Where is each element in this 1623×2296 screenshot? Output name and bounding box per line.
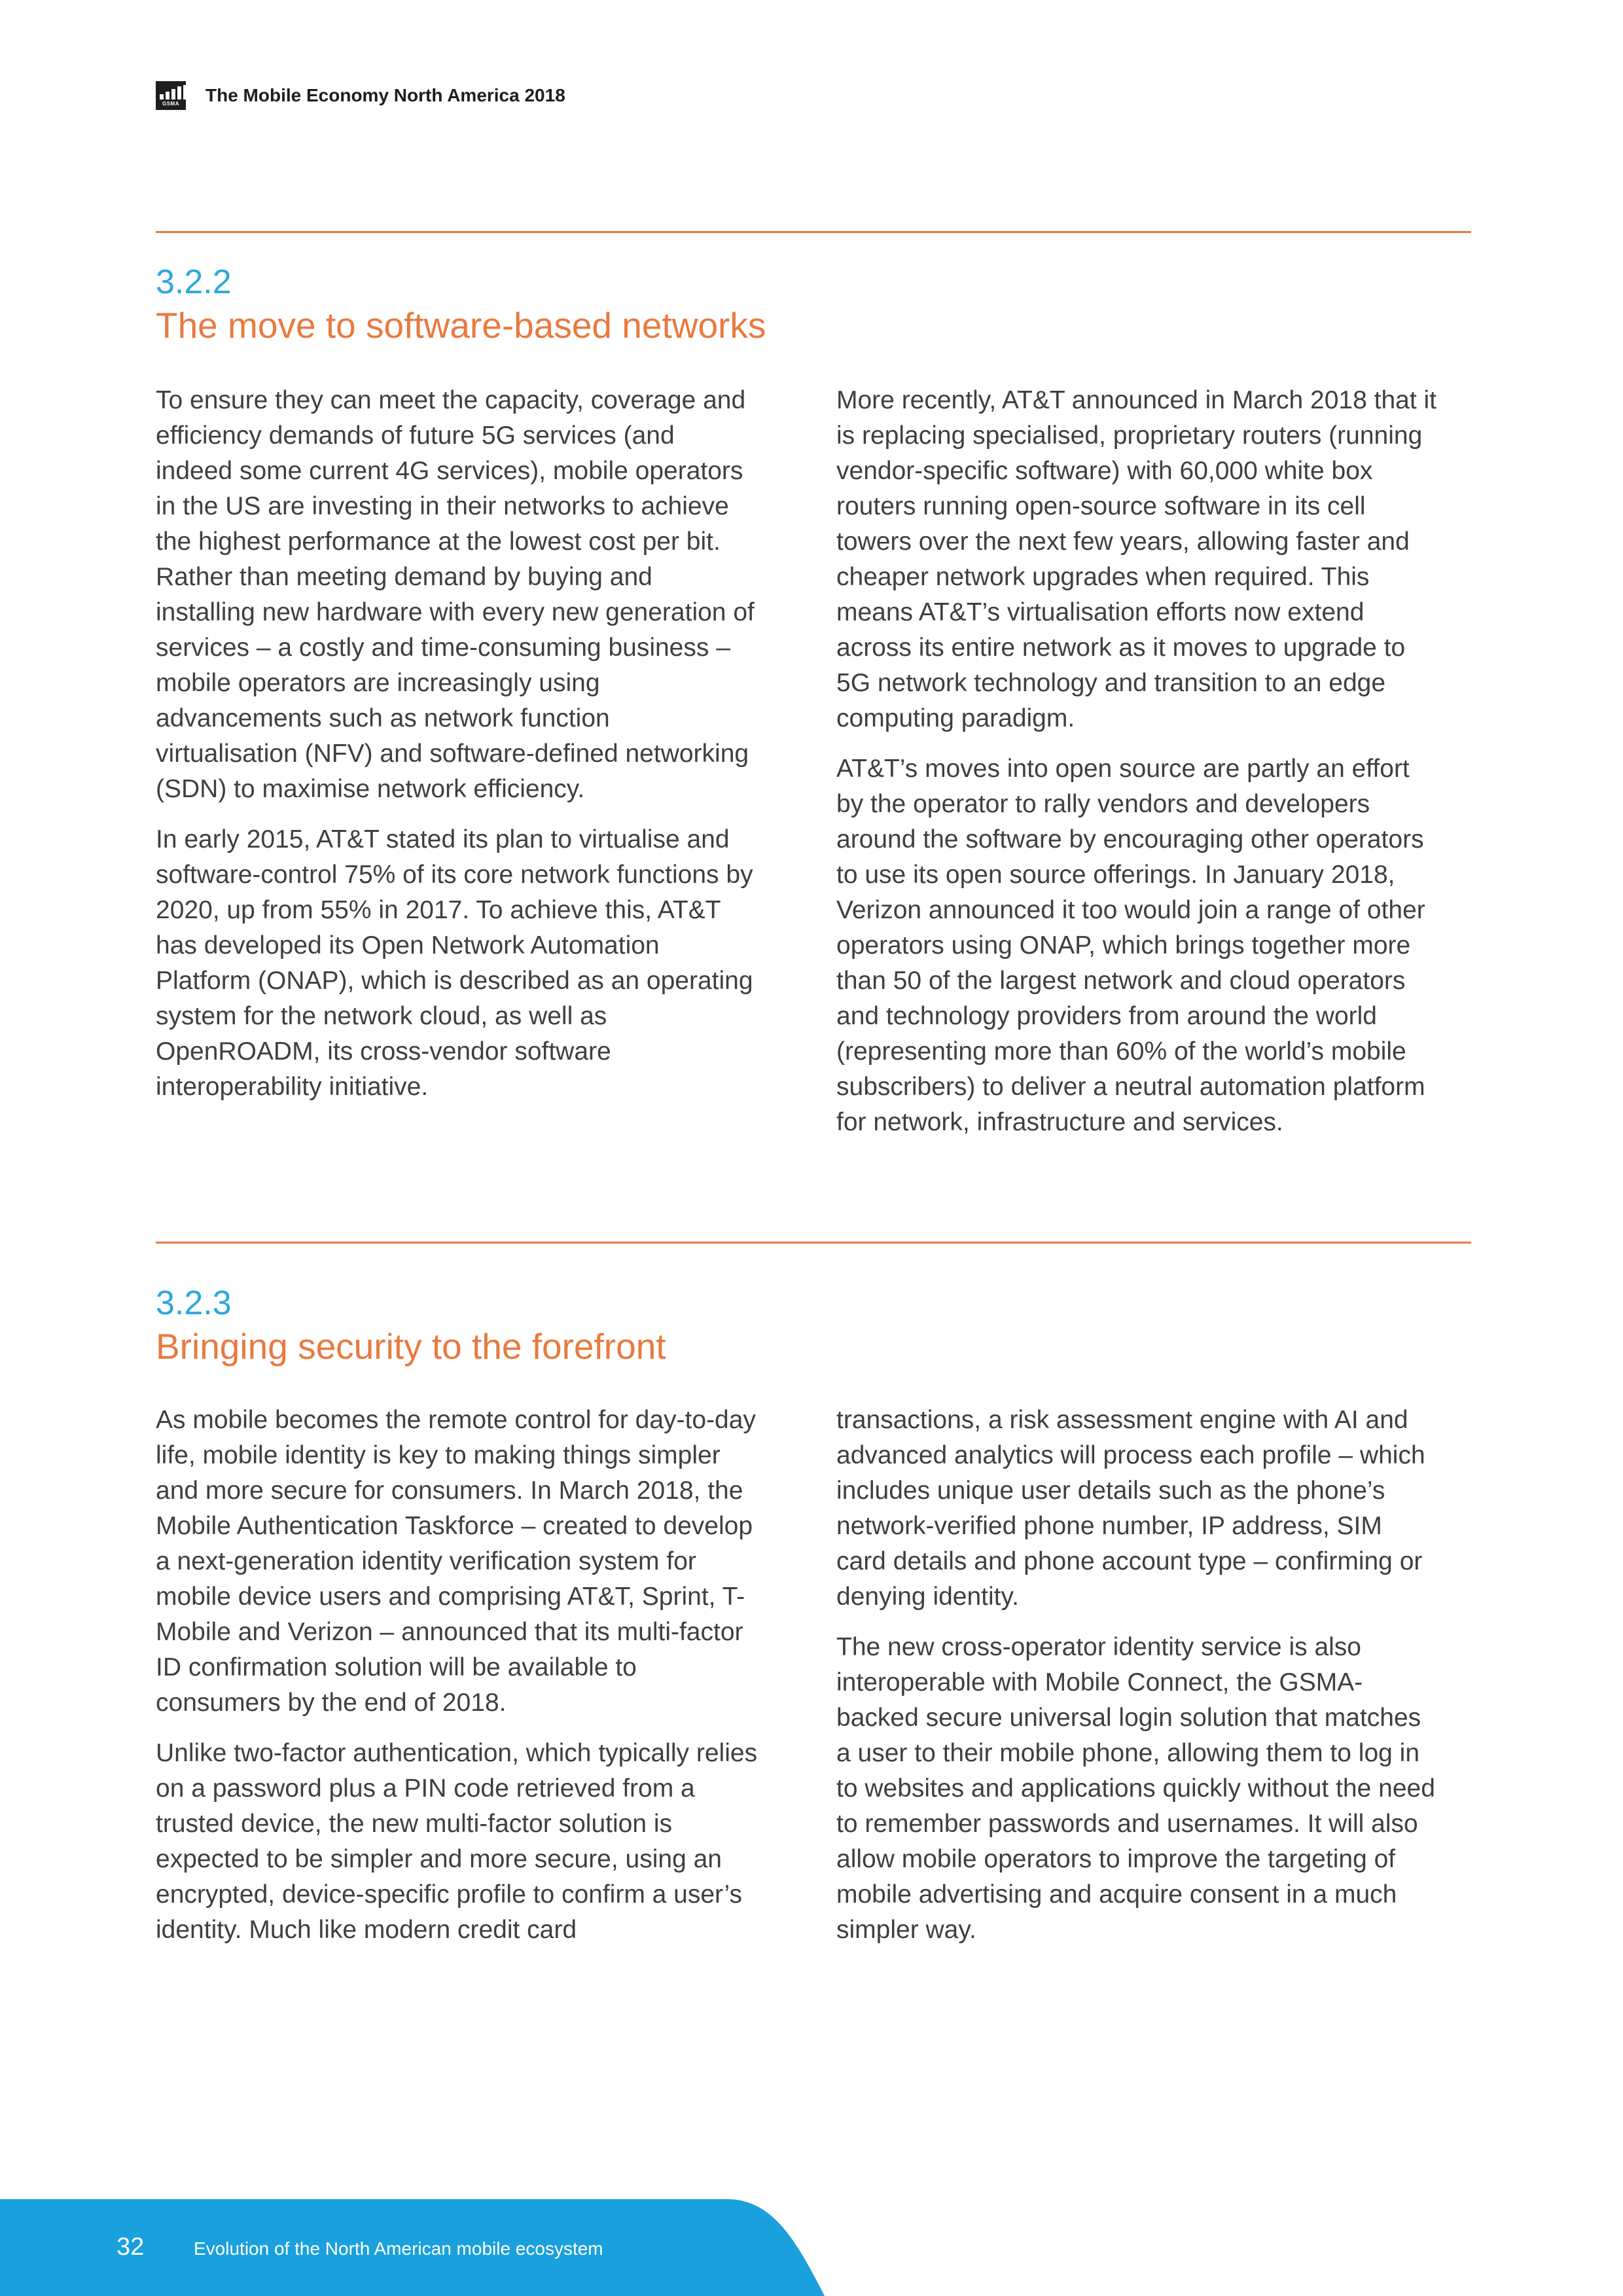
paragraph: As mobile becomes the remote control for day-to-day life, mobile identity is key to making things simpler and more secure for consumers. In March 2018, the Mobile Authentication Taskforce – created to develop a next-generation identity verification system for mobile device users and comprising AT&T, Sprint, T-Mobile and Verizon – announced that its multi-factor ID confirmation solution will be available to consumers by the end of 2018.	[156, 1406, 756, 1717]
section-left-column	[156, 383, 758, 1120]
section-title: The move to software-based networks	[156, 305, 766, 346]
logo-text: GSMA	[162, 101, 179, 107]
gsma-logo-icon	[156, 81, 186, 110]
section-divider	[156, 1242, 1471, 1244]
paragraph: transactions, a risk assessment engine with AI and advanced analytics will process each profile – which includes unique user details such as the phone’s network-verified phone number, IP address, SIM card details and phone account type – confirming or denying identity.	[836, 1406, 1425, 1611]
section-divider	[156, 231, 1471, 233]
paragraph: The new cross-operator identity service is also interoperable with Mobile Connect, the GSMA-backed secure universal login solution that matches a user to their mobile phone, allowing them to log in to websites and applications quickly without the need to remember passwords and usernames. It will also allow mobile operators to improve the targeting of mobile advertising and acquire consent in a much simpler way.	[836, 1633, 1435, 1944]
section-left-column	[156, 1403, 758, 1963]
section-number: 3.2.3	[156, 1284, 232, 1322]
section-number: 3.2.2	[156, 263, 232, 301]
section-right-column	[836, 383, 1438, 1155]
page-number: 32	[116, 2233, 145, 2261]
paragraph: Unlike two-factor authentication, which typically relies on a password plus a PIN code retrieved from a trusted device, the new multi-factor solution is expected to be simpler and more secure, using an encrypted, device-specific profile to confirm a user’s identity. Much like modern credit card	[156, 1739, 758, 1944]
section-right-column	[836, 1403, 1438, 1963]
paragraph: More recently, AT&T announced in March 2018 that it is replacing specialised, proprietary routers (running vendor-specific software) with 60,000 white box routers running open-source software in its cell towers over the next few years, allowing faster and cheaper network upgrades when required. This means AT&T’s virtualisation efforts now extend across its entire network as it moves to upgrade to 5G network technology and transition to an edge computing paradigm.	[836, 386, 1436, 732]
section-title: Bringing security to the forefront	[156, 1326, 666, 1367]
paragraph: To ensure they can meet the capacity, coverage and efficiency demands of future 5G services (and indeed some current 4G services), mobile operators in the US are investing in their networks to achieve the highest performance at the lowest cost per bit. Rather than meeting demand by buying and installing new hardware with every new generation of services – a costly and time-consuming business – mobile operators are increasingly using advancements such as network function virtualisation (NFV) and software-defined networking (SDN) to maximise network efficiency.	[156, 386, 755, 803]
footer-chapter-title: Evolution of the North American mobile ecosystem	[194, 2238, 603, 2259]
page-header	[156, 81, 565, 110]
paragraph: In early 2015, AT&T stated its plan to virtualise and software-control 75% of its core network functions by 2020, up from 55% in 2017. To achieve this, AT&T has developed its Open Network Automation Platform (ONAP), which is described as an operating system for the network cloud, as well as OpenROADM, its cross-vendor software interoperability initiative.	[156, 825, 753, 1101]
document-title: The Mobile Economy North America 2018	[205, 85, 565, 105]
paragraph: AT&T’s moves into open source are partly an effort by the operator to rally vendors and developers around the software by encouraging other operators to use its open source offerings. In January 2018, Verizon announced it too would join a range of other operators using ONAP, which brings together more than 50 of the largest network and cloud operators and technology providers from around the world (representing more than 60% of the world’s mobile subscribers) to deliver a neutral automation platform for network, infrastructure and services.	[836, 755, 1425, 1136]
